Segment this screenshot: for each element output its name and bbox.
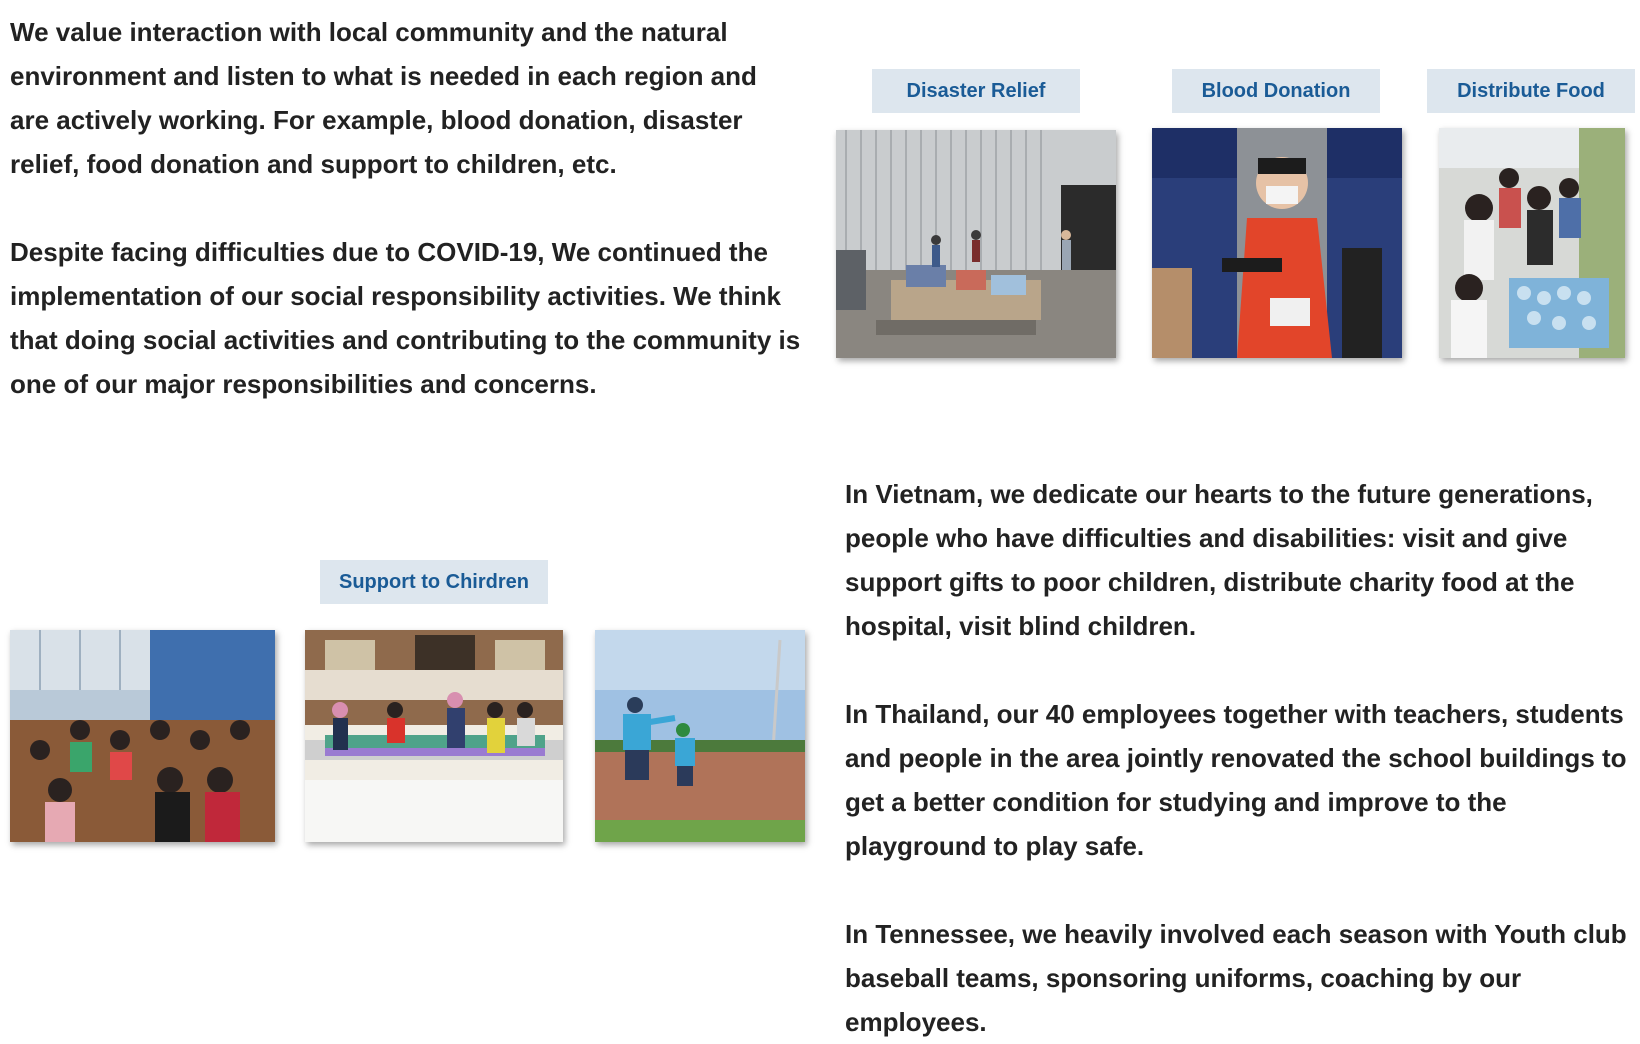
support-children-label: Support to Chirdren: [320, 560, 548, 604]
vietnam-paragraph: In Vietnam, we dedicate our hearts to the future generations, people who have difficulties and disabilities: visit and give support gifts to poor children, distribute charity food at the hospital, visit blind children.: [845, 479, 1593, 641]
support-children-photo-classroom: [10, 630, 275, 842]
disaster-relief-label: Disaster Relief: [872, 69, 1080, 113]
blood-donation-photo: [1152, 128, 1402, 358]
disaster-relief-photo: [836, 130, 1116, 358]
distribute-food-label: Distribute Food: [1427, 69, 1635, 113]
tennessee-paragraph: In Tennessee, we heavily involved each season with Youth club baseball teams, sponsoring uniforms, coaching by our employees.: [845, 919, 1627, 1037]
support-children-photo-school: [305, 630, 563, 842]
support-children-photo-baseball: [595, 630, 805, 842]
thailand-paragraph: In Thailand, our 40 employees together with teachers, students and people in the area jointly renovated the school buildings to get a better condition for studying and improve to the playground to play safe.: [845, 699, 1627, 861]
intro-paragraph: We value interaction with local community and the natural environment and listen to what is needed in each region and are actively working. For example, blood donation, disaster relief, food donation and support to children, etc.: [10, 17, 757, 179]
distribute-food-photo: [1439, 128, 1625, 358]
blood-donation-label: Blood Donation: [1172, 69, 1380, 113]
covid-paragraph: Despite facing difficulties due to COVID-19, We continued the implementation of our social responsibility activities. We think that doing social activities and contributing to the community is one of our major responsibilities and concerns.: [10, 237, 801, 399]
